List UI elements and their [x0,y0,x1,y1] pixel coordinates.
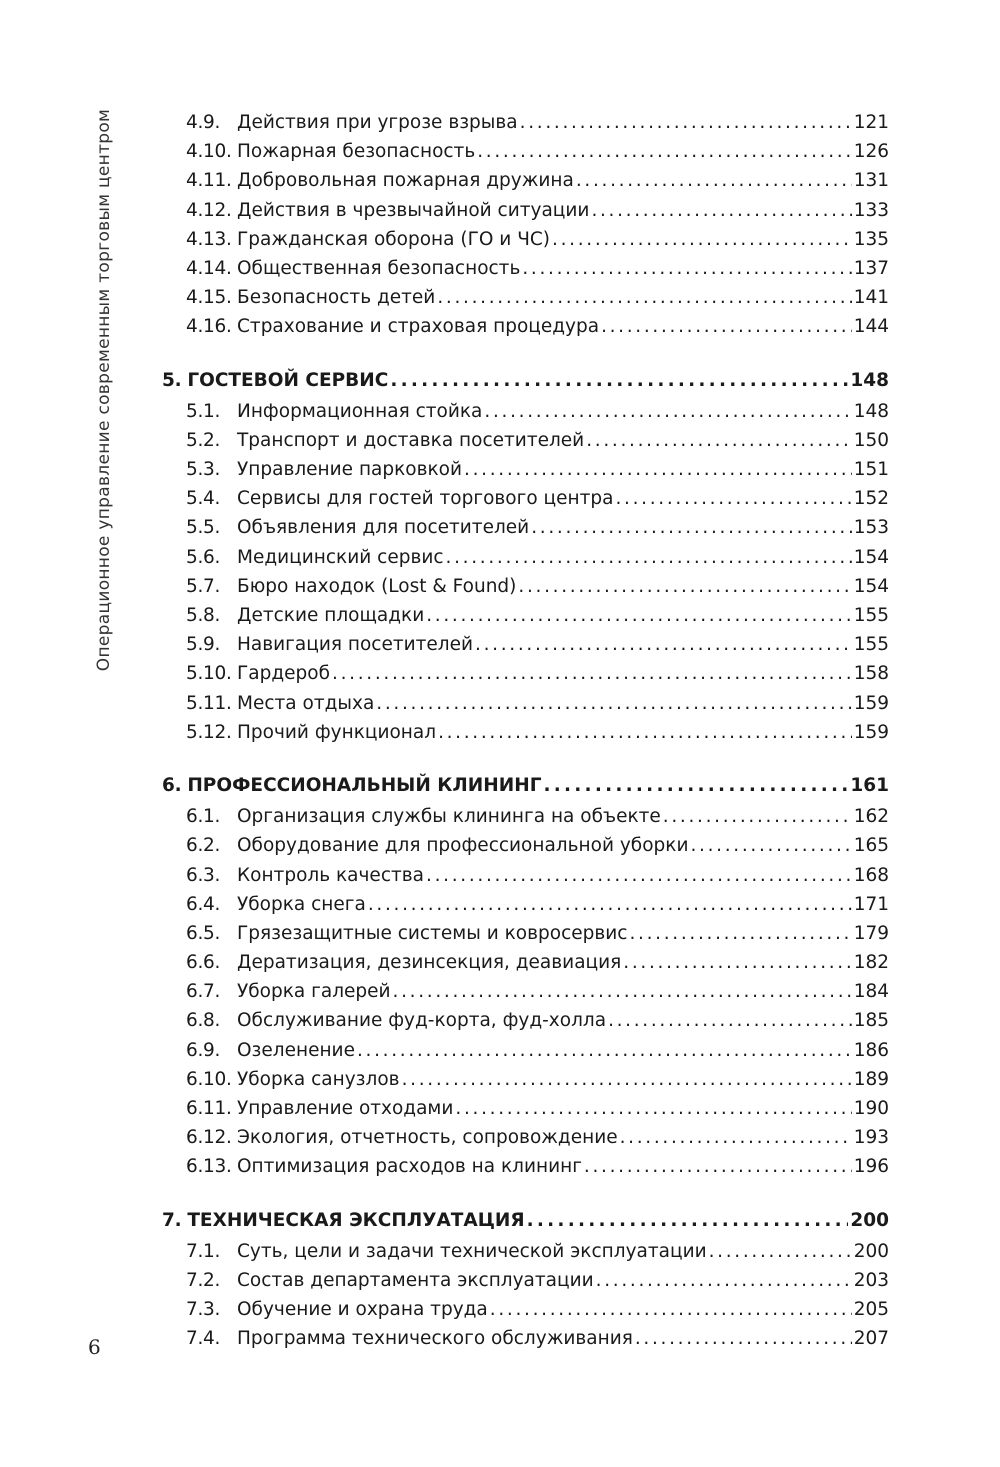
dot-leader [591,196,851,225]
dot-leader [586,426,851,455]
toc-entry-number: 6.12. [186,1127,232,1149]
toc-chapter[interactable] [162,366,889,395]
toc-entry-page: 159 [853,692,889,714]
dot-leader [455,1094,851,1123]
toc-entry-title: Пожарная безопасность [237,141,476,163]
toc-entry-number: 5.5. [186,517,221,539]
dot-leader [393,977,852,1006]
toc-entry-page: 155 [853,605,889,626]
toc-entry-page: 121 [853,112,889,133]
toc-entry-number: 7. [162,1209,182,1231]
toc-entry[interactable] [162,1123,889,1152]
toc-entry-page: 205 [853,1299,889,1321]
toc-entry[interactable] [162,513,889,542]
toc-entry-page: 207 [853,1328,889,1350]
toc-entry-page: 137 [853,257,889,279]
toc-entry-number: 5.6. [186,546,221,568]
toc-entry-page: 189 [853,1068,889,1090]
toc-entry-page: 200 [853,1240,889,1262]
toc-entry-number: 4.16. [186,316,232,338]
dot-leader [402,1065,852,1094]
toc-entry-title: Экология, отчетность, сопровождение [237,1127,618,1149]
toc-entry-number: 5.3. [186,459,221,481]
toc-entry[interactable] [162,572,889,601]
toc-entry-page: 148 [853,400,889,422]
toc-entry-number: 6.6. [186,952,221,974]
toc-chapter[interactable] [162,1206,889,1235]
toc-entry-number: 7.3. [186,1299,221,1321]
toc-entry-number: 7.1. [186,1240,221,1262]
toc-entry-number: 6.2. [186,835,221,857]
toc-entry-page: 165 [853,835,889,857]
toc-entry-title: Дератизация, дезинсекция, деавиация [237,952,622,974]
toc-entry[interactable] [162,1295,889,1324]
dot-leader [477,137,851,166]
toc-entry-page: 154 [853,575,889,597]
toc-entry-page: 151 [853,459,889,481]
dot-leader [531,513,851,542]
toc-entry-page: 161 [850,774,889,796]
toc-entry-title: Обучение и охрана труда [237,1299,488,1321]
toc-entry-page: 152 [853,488,889,510]
toc-entry-page: 150 [853,429,889,451]
toc-entry[interactable] [162,601,889,630]
toc-entry[interactable] [162,137,889,166]
toc-entry-title: Гражданская оборона (ГО и ЧС) [237,228,551,250]
dot-leader [709,1237,852,1266]
toc-entry-title: Сервисы для гостей торгового центра [237,488,614,510]
toc-entry-number: 5.9. [186,634,221,656]
toc-entry[interactable] [162,455,889,484]
dot-leader [426,861,852,890]
toc-entry-page: 148 [850,369,889,391]
table-of-contents [162,108,889,1354]
dot-leader [522,254,851,283]
dot-leader [518,572,851,601]
toc-entry-number: 5.8. [186,605,221,626]
page-number: 6 [88,1335,101,1359]
toc-entry-title: Бюро находок (Lost & Found) [237,575,517,597]
dot-leader [629,919,851,948]
toc-entry-number: 4.10. [186,141,232,163]
toc-entry-page: 171 [853,893,889,915]
toc-entry-title: Гардероб [237,663,331,685]
toc-entry-page: 133 [853,199,889,221]
toc-entry-number: 6.7. [186,981,221,1003]
toc-entry-page: 158 [853,663,889,685]
dot-leader [438,718,852,747]
toc-entry-number: 4.9. [186,112,221,133]
dot-leader [464,455,852,484]
toc-entry-title: Контроль качества [237,864,425,886]
toc-entry-page: 126 [853,141,889,163]
toc-entry-page: 153 [853,517,889,539]
toc-entry-number: 4.15. [186,287,232,309]
dot-leader [608,1006,852,1035]
toc-entry-title: Безопасность детей [237,287,436,309]
toc-entry-title: Управление отходами [237,1098,454,1119]
toc-entry-page: 155 [853,634,889,656]
toc-entry-title: Страхование и страховая процедура [237,316,600,338]
toc-entry-title: ТЕХНИЧЕСКАЯ ЭКСПЛУАТАЦИЯ [187,1209,525,1231]
dot-leader [690,831,851,860]
dot-leader [527,1206,849,1235]
toc-entry-page: 186 [853,1039,889,1061]
dot-leader [484,397,851,426]
toc-entry-title: ПРОФЕССИОНАЛЬНЫЙ КЛИНИНГ [187,774,542,796]
toc-entry-page: 193 [853,1127,889,1149]
dot-leader [596,1266,852,1295]
toc-entry-page: 131 [853,170,889,192]
toc-entry-number: 7.4. [186,1328,221,1350]
dot-leader [426,601,851,630]
toc-entry-title: Обслуживание фуд-корта, фуд-холла [237,1010,607,1032]
toc-entry-number: 5.11. [186,692,232,714]
toc-entry-number: 6.8. [186,1010,221,1032]
toc-entry-number: 6.10. [186,1068,232,1090]
toc-entry[interactable] [162,312,889,341]
toc-entry-title: Оборудование для профессиональной уборки [237,835,689,857]
running-head: Операционное управление современным торговым центром [94,108,114,672]
toc-entry-page: 179 [853,922,889,944]
toc-entry-number: 5.1. [186,400,221,422]
dot-leader [552,225,852,254]
toc-entry-title: Оптимизация расходов на клининг [237,1156,582,1178]
toc-entry-number: 5. [162,369,182,391]
toc-entry[interactable] [162,1152,889,1181]
toc-entry-title: Действия в чрезвычайной ситуации [237,199,590,221]
toc-entry[interactable] [162,543,889,572]
toc-entry-page: 184 [853,981,889,1003]
toc-entry[interactable] [162,977,889,1006]
toc-entry-title: Навигация посетителей [237,634,474,656]
toc-entry[interactable] [162,1324,889,1353]
toc-entry[interactable] [162,919,889,948]
dot-leader [635,1324,852,1353]
toc-entry[interactable] [162,1065,889,1094]
toc-entry[interactable] [162,1036,889,1065]
toc-chapter[interactable] [162,771,889,800]
toc-entry-number: 5.10. [186,663,232,685]
toc-entry-title: Прочий функционал [237,721,437,743]
toc-entry-number: 5.12. [186,721,232,743]
toc-entry-page: 135 [853,228,889,250]
toc-entry-title: Информационная стойка [237,400,483,422]
toc-entry-title: ГОСТЕВОЙ СЕРВИС [187,369,389,391]
toc-entry-page: 168 [853,864,889,886]
toc-entry-title: Общественная безопасность [237,257,521,279]
dot-leader [601,312,852,341]
toc-entry-page: 196 [853,1156,889,1178]
toc-entry-title: Уборка санузлов [237,1068,400,1090]
toc-entry-title: Уборка снега [237,893,366,915]
dot-leader [390,366,848,395]
toc-entry[interactable] [162,718,889,747]
dot-leader [446,543,852,572]
toc-entry-number: 6.5. [186,922,221,944]
toc-entry-page: 185 [853,1010,889,1032]
toc-entry[interactable] [162,397,889,426]
toc-entry-title: Объявления для посетителей [237,517,530,539]
toc-entry-number: 5.7. [186,575,221,597]
toc-entry-page: 154 [853,546,889,568]
dot-leader [663,802,852,831]
toc-entry-number: 6.13. [186,1156,232,1178]
toc-entry-number: 5.4. [186,488,221,510]
toc-entry-number: 5.2. [186,429,221,451]
toc-entry[interactable] [162,254,889,283]
toc-entry[interactable] [162,1006,889,1035]
toc-entry-title: Транспорт и доставка посетителей [237,429,585,451]
toc-entry-number: 4.12. [186,199,232,221]
toc-entry[interactable] [162,166,889,195]
toc-entry-title: Уборка галерей [237,981,391,1003]
toc-entry-number: 7.2. [186,1269,221,1291]
toc-entry[interactable] [162,484,889,513]
dot-leader [584,1152,852,1181]
toc-entry-title: Программа технического обслуживания [237,1328,633,1350]
toc-entry[interactable] [162,1237,889,1266]
dot-leader [475,630,852,659]
toc-entry[interactable] [162,426,889,455]
toc-entry[interactable] [162,948,889,977]
dot-leader [576,166,852,195]
dot-leader [620,1123,852,1152]
toc-entry-title: Состав департамента эксплуатации [237,1269,594,1291]
toc-entry-title: Места отдыха [237,692,375,714]
dot-leader [437,283,851,312]
toc-entry[interactable] [162,225,889,254]
toc-entry[interactable] [162,630,889,659]
toc-entry-page: 182 [853,952,889,974]
toc-entry[interactable] [162,196,889,225]
toc-entry-number: 4.14. [186,257,232,279]
toc-entry-title: Действия при угрозе взрыва [237,112,518,133]
toc-entry-number: 6.3. [186,864,221,886]
toc-entry[interactable] [162,283,889,312]
toc-entry[interactable] [162,659,889,688]
toc-entry-title: Детские площадки [237,605,425,626]
toc-entry-number: 6.9. [186,1039,221,1061]
toc-entry[interactable] [162,861,889,890]
toc-entry-page: 203 [853,1269,889,1291]
dot-leader [357,1036,852,1065]
toc-entry[interactable] [162,802,889,831]
toc-entry-title: Добровольная пожарная дружина [237,170,574,192]
dot-leader [520,108,852,137]
toc-entry-title: Грязезащитные системы и ковросервис [237,922,628,944]
dot-leader [368,890,852,919]
toc-entry[interactable] [162,108,889,137]
toc-entry-number: 4.13. [186,228,232,250]
toc-entry-page: 159 [853,721,889,743]
toc-entry-page: 144 [853,316,889,338]
dot-leader [376,689,851,718]
dot-leader [623,948,851,977]
toc-entry[interactable] [162,831,889,860]
toc-entry[interactable] [162,1094,889,1123]
toc-entry-page: 141 [853,287,889,309]
toc-entry-page: 190 [853,1098,889,1119]
dot-leader [332,659,852,688]
toc-entry-number: 6.4. [186,893,221,915]
toc-entry-title: Медицинский сервис [237,546,444,568]
toc-entry-title: Организация службы клининга на объекте [237,806,661,828]
dot-leader [543,771,848,800]
toc-entry-number: 6. [162,774,182,796]
toc-entry-number: 6.11. [186,1098,232,1119]
toc-entry-number: 4.11. [186,170,232,192]
toc-entry-page: 162 [853,806,889,828]
dot-leader [615,484,851,513]
toc-entry[interactable] [162,689,889,718]
toc-entry-title: Озеленение [237,1039,355,1061]
toc-entry-number: 6.1. [186,806,221,828]
toc-entry[interactable] [162,890,889,919]
toc-entry-page: 200 [850,1209,889,1231]
dot-leader [490,1295,852,1324]
toc-entry-title: Управление парковкой [237,459,463,481]
toc-entry[interactable] [162,1266,889,1295]
toc-entry-title: Суть, цели и задачи технической эксплуатации [237,1240,707,1262]
